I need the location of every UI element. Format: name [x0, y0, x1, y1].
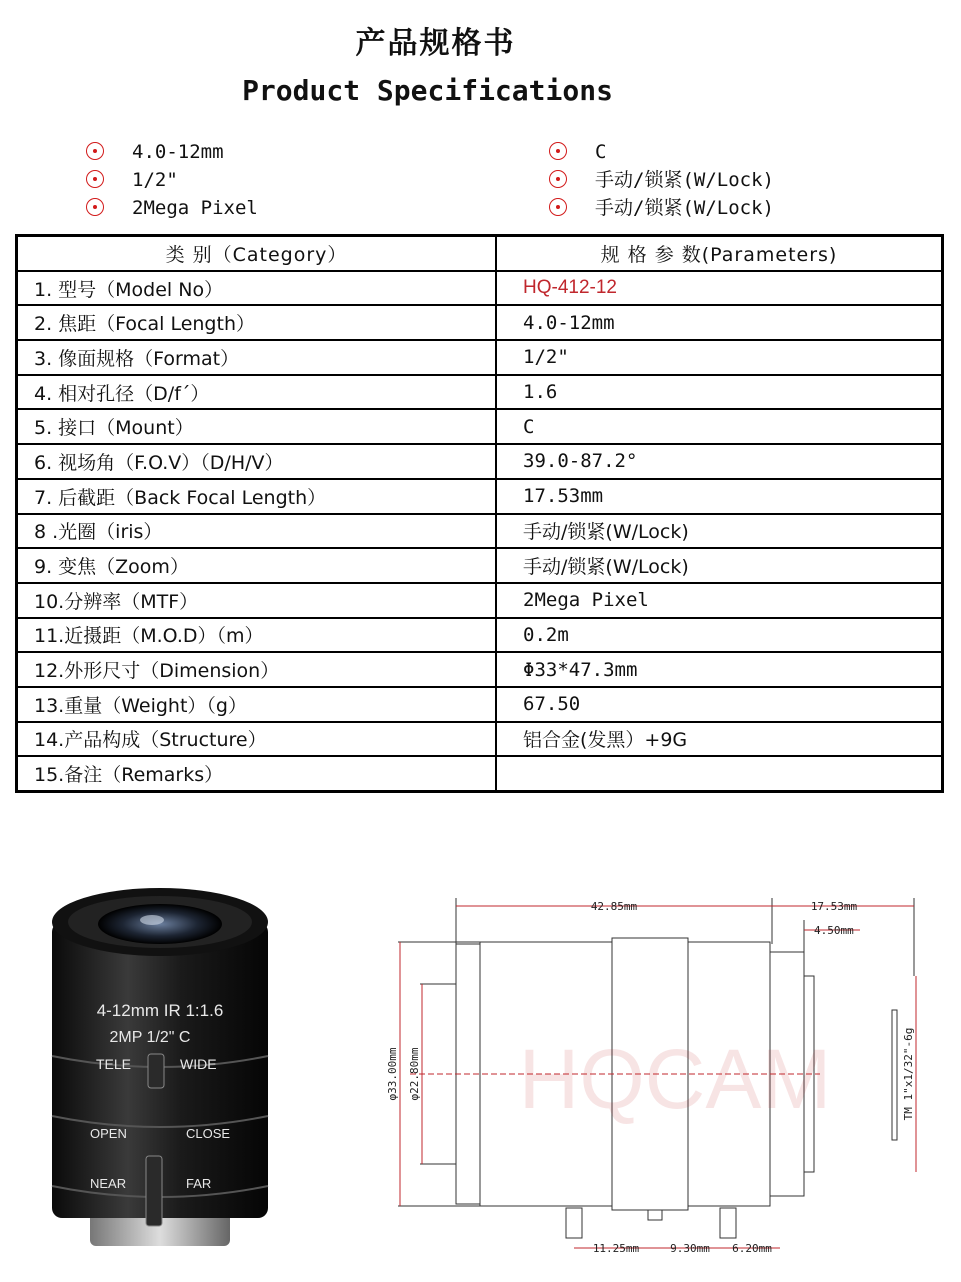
lens-photo [40, 886, 280, 1266]
dim-back-focal: 17.53mm [810, 900, 858, 913]
target-bullet-icon [549, 198, 567, 216]
category-cell: 13.重量（Weight）（g） [17, 687, 497, 722]
value-cell: 17.53mm [496, 479, 943, 514]
model-value-cell: HQ-412-12 [496, 271, 943, 306]
category-cell: 14.产品构成（Structure） [17, 722, 497, 757]
summary-item [549, 138, 774, 166]
zoom-lock-screw-icon [148, 1054, 164, 1088]
table-row [17, 444, 943, 479]
summary-item-text: 手动/锁紧(W/Lock) [595, 169, 774, 191]
value-cell: C [496, 409, 943, 444]
category-cell: 5. 接口（Mount） [17, 409, 497, 444]
dim-bottom-3: 6.20mm [732, 1242, 772, 1255]
value-cell: 0.2m [496, 618, 943, 653]
category-cell: 11.近摄距（M.O.D）（m） [17, 618, 497, 653]
value-cell: 39.0-87.2° [496, 444, 943, 479]
summary-item [86, 166, 258, 194]
dim-total-length: 42.85mm [590, 900, 638, 913]
dim-bottom-1: 11.25mm [592, 1242, 640, 1255]
table-row [17, 652, 943, 687]
tele-label: TELE [96, 1056, 132, 1072]
value-cell: 2Mega Pixel [496, 583, 943, 618]
table-row [17, 583, 943, 618]
category-cell: 3. 像面规格（Format） [17, 340, 497, 375]
wide-label: WIDE [180, 1056, 217, 1072]
table-row [17, 479, 943, 514]
category-header: 类 别（Category） [17, 236, 497, 271]
near-label: NEAR [90, 1176, 127, 1191]
table-row [17, 618, 943, 653]
category-cell: 8 .光圈（iris） [17, 514, 497, 549]
table-row [17, 409, 943, 444]
value-cell: 1/2" [496, 340, 943, 375]
lens-spec-text: 4-12mm IR 1:1.6 [96, 1001, 224, 1020]
table-row [17, 271, 943, 306]
lens-format-text: 2MP 1/2" C [109, 1029, 191, 1046]
dim-thread: TM 1"x1/32"-6g [902, 1027, 915, 1121]
table-row [17, 722, 943, 757]
table-row [17, 548, 943, 583]
focus-lock-screw-icon [146, 1156, 162, 1226]
target-bullet-icon [86, 198, 104, 216]
table-row [17, 305, 943, 340]
value-cell: Φ33*47.3mm [496, 652, 943, 687]
table-row [17, 375, 943, 410]
page-title-en: Product Specifications [242, 74, 613, 107]
target-bullet-icon [86, 170, 104, 188]
summary-list-left [86, 138, 258, 222]
category-cell: 10.分辨率（MTF） [17, 583, 497, 618]
summary-item [86, 138, 258, 166]
table-header-row [17, 236, 943, 271]
summary-item-text: 手动/锁紧(W/Lock) [595, 197, 774, 219]
close-label: CLOSE [186, 1126, 231, 1141]
summary-item-text: 2Mega Pixel [132, 197, 258, 219]
category-cell: 4. 相对孔径（D/f´） [17, 375, 497, 410]
value-cell: 手动/锁紧(W/Lock) [496, 514, 943, 549]
value-cell: 铝合金(发黑）+9G [496, 722, 943, 757]
category-cell: 9. 变焦（Zoom） [17, 548, 497, 583]
category-cell: 6. 视场角（F.O.V）（D/H/V） [17, 444, 497, 479]
category-cell: 12.外形尺寸（Dimension） [17, 652, 497, 687]
spec-table [15, 234, 944, 793]
hqcam-watermark: HQCAM [518, 1032, 832, 1126]
summary-item [86, 194, 258, 222]
summary-item [549, 166, 774, 194]
category-cell: 15.备注（Remarks） [17, 756, 497, 791]
far-label: FAR [186, 1176, 212, 1191]
target-bullet-icon [86, 142, 104, 160]
target-bullet-icon [549, 170, 567, 188]
summary-item-text: 4.0-12mm [132, 141, 224, 163]
table-row [17, 514, 943, 549]
table-row [17, 340, 943, 375]
value-cell [496, 756, 943, 791]
summary-item-text: C [595, 141, 607, 163]
value-cell: 手动/锁紧(W/Lock) [496, 548, 943, 583]
parameters-header: 规 格 参 数(Parameters) [496, 236, 943, 271]
target-bullet-icon [549, 142, 567, 160]
value-cell: 4.0-12mm [496, 305, 943, 340]
category-cell: 7. 后截距（Back Focal Length） [17, 479, 497, 514]
value-cell: 67.50 [496, 687, 943, 722]
category-cell: 1. 型号（Model No） [17, 271, 497, 306]
dim-outer-diameter: φ33.00mm [386, 1047, 399, 1101]
dim-inner-diameter: φ22.80mm [408, 1047, 421, 1101]
summary-list-right [549, 138, 774, 222]
dimension-drawing [380, 880, 940, 1270]
table-row [17, 756, 943, 791]
value-cell: 1.6 [496, 375, 943, 410]
dim-flange: 4.50mm [814, 924, 854, 937]
page-title-cn: 产品规格书 [355, 26, 516, 61]
category-cell: 2. 焦距（Focal Length） [17, 305, 497, 340]
open-label: OPEN [90, 1126, 127, 1141]
table-row [17, 687, 943, 722]
summary-item-text: 1/2" [132, 169, 178, 191]
summary-item [549, 194, 774, 222]
dim-bottom-2: 9.30mm [670, 1242, 710, 1255]
